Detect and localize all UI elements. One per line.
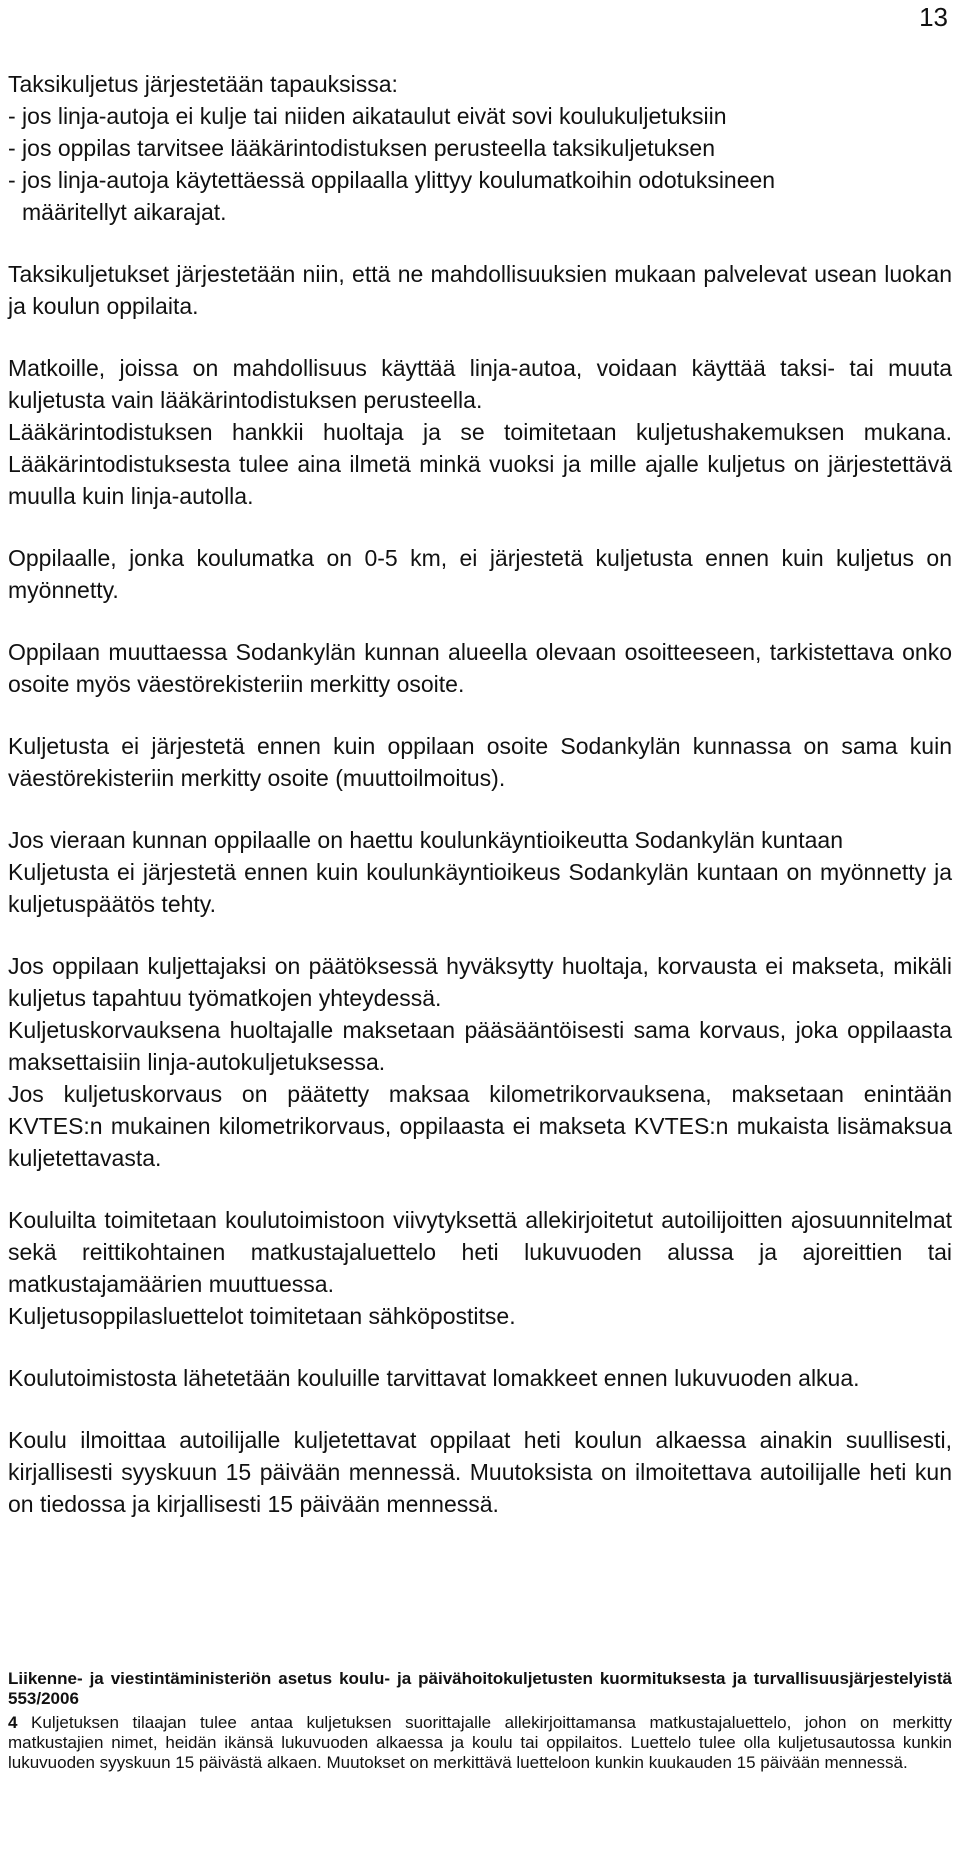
paragraph: Jos kuljetuskorvaus on päätetty maksaa kilometrikorvauksena, maksetaan enintään KVTES:n mukainen kilometrikorvaus, oppilaasta ei makseta KVTES:n mukaista lisämaksua kuljetettavasta. bbox=[8, 1081, 952, 1171]
footnote-text: Kuljetuksen tilaajan tulee antaa kuljetuksen suorittajalle allekirjoittamansa matkustajaluettelo, johon on merkitty matkustajien nimet, heidän ikänsä lukuvuoden alkaessa ja koulu tai oppilaitos. Luettelo tulee olla kuljetusautossa kunkin lukuvuoden syyskuun 15 päivästä alkaen. Muutokset on merkittävä luetteloon kunkin kuukauden 15 päivään mennessä. bbox=[8, 1713, 952, 1772]
paragraph: Kuljetuskorvauksena huoltajalle maksetaan pääsääntöisesti sama korvaus, joka oppilaasta maksettaisiin linja-autokuljetuksessa. bbox=[8, 1017, 952, 1075]
footnote-title: Liikenne- ja viestintäministeriön asetus koulu- ja päivähoitokuljetusten kuormituksesta ja turvallisuusjärjestelyistä 553/2006 bbox=[8, 1669, 952, 1708]
paragraph: Kuljetusta ei järjestetä ennen kuin koulunkäyntioikeus Sodankylän kuntaan on myönnetty ja kuljetuspäätös tehty. bbox=[8, 859, 952, 917]
intro-bullet-continuation: määritellyt aikarajat. bbox=[22, 199, 227, 225]
page-number: 13 bbox=[919, 2, 948, 32]
paragraph: Oppilaan muuttaessa Sodankylän kunnan alueella olevaan osoitteeseen, tarkistettava onko osoite myös väestörekisteriin merkitty osoite. bbox=[8, 639, 952, 697]
intro-heading: Taksikuljetus järjestetään tapauksissa: bbox=[8, 71, 398, 97]
intro-bullet: - jos linja-autoja ei kulje tai niiden aikataulut eivät sovi koulukuljetuksiin bbox=[8, 103, 727, 129]
paragraph: Oppilaalle, jonka koulumatka on 0-5 km, ei järjestetä kuljetusta ennen kuin kuljetus on myönnetty. bbox=[8, 545, 952, 603]
paragraph: Koulu ilmoittaa autoilijalle kuljetettavat oppilaat heti koulun alkaessa ainakin suullisesti, kirjallisesti syyskuun 15 päivään mennessä. Muutoksista on ilmoitettava autoilijalle heti kun on tiedossa ja kirjallisesti 15 päivään mennessä. bbox=[8, 1427, 952, 1517]
paragraph: Matkoille, joissa on mahdollisuus käyttää linja-autoa, voidaan käyttää taksi- tai muuta kuljetusta vain lääkärintodistuksen perusteella. bbox=[8, 355, 952, 413]
paragraph: Kuljetusta ei järjestetä ennen kuin oppilaan osoite Sodankylän kunnassa on sama kuin väestörekisteriin merkitty osoite (muuttoilmoitus). bbox=[8, 733, 952, 791]
footnote-section bbox=[8, 1669, 952, 1773]
paragraph: Jos vieraan kunnan oppilaalle on haettu koulunkäyntioikeutta Sodankylän kuntaan bbox=[8, 827, 843, 853]
intro-bullet: - jos linja-autoja käytettäessä oppilaalla ylittyy koulumatkoihin odotuksineen bbox=[8, 167, 776, 193]
footnote bbox=[8, 1713, 952, 1773]
paragraph: Taksikuljetukset järjestetään niin, että ne mahdollisuuksien mukaan palvelevat usean luokan ja koulun oppilaita. bbox=[8, 261, 952, 319]
document-body bbox=[8, 68, 952, 1550]
paragraph: Koulutoimistosta lähetetään kouluille tarvittavat lomakkeet ennen lukuvuoden alkua. bbox=[8, 1365, 860, 1391]
paragraph: Kuljetusoppilasluettelot toimitetaan sähköpostitse. bbox=[8, 1303, 516, 1329]
paragraph: Kouluilta toimitetaan koulutoimistoon viivytyksettä allekirjoitetut autoilijoitten ajosuunnitelmat sekä reittikohtainen matkustajaluettelo heti lukuvuoden alussa ja ajoreittien tai matkustajamäärien muuttuessa. bbox=[8, 1207, 952, 1297]
intro-block bbox=[8, 68, 952, 228]
paragraph: Jos oppilaan kuljettajaksi on päätöksessä hyväksytty huoltaja, korvausta ei makseta, mikäli kuljetus tapahtuu työmatkojen yhteydessä. bbox=[8, 953, 952, 1011]
intro-bullet: - jos oppilas tarvitsee lääkärintodistuksen perusteella taksikuljetuksen bbox=[8, 135, 715, 161]
footnote-number: 4 bbox=[8, 1713, 18, 1732]
paragraph: Lääkärintodistuksen hankkii huoltaja ja se toimitetaan kuljetushakemuksen mukana. Lääkärintodistuksesta tulee aina ilmetä minkä vuoksi ja mille ajalle kuljetus on järjestettävä muulla kuin linja-autolla. bbox=[8, 419, 952, 509]
